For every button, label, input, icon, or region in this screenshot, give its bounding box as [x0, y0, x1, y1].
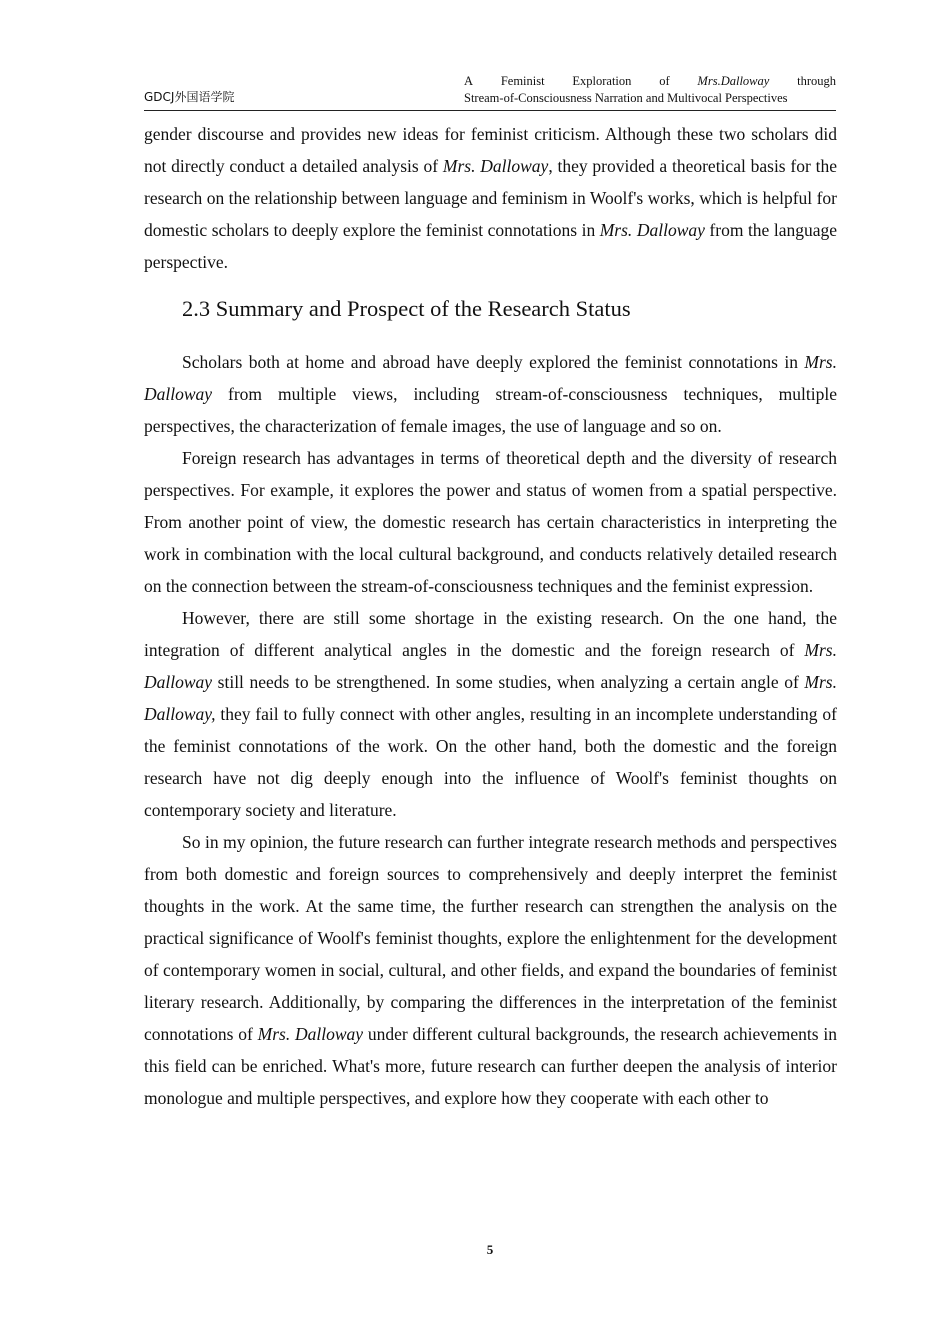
- paragraph: [144, 602, 837, 826]
- text-run: under different cultural backgrounds, the research achievements in this field can be enriched. What's more, future research can further deepen the analysis of interior monologue and multiple perspectives, and explore how they cooperate with each other to: [144, 1024, 838, 1108]
- header-institution: GDCJ外国语学院: [144, 90, 235, 104]
- section-heading: 2.3 Summary and Prospect of the Research Status: [182, 296, 631, 321]
- page-number: 5: [486, 1242, 494, 1257]
- text-run: However, there are still some shortage in the existing research. On the one hand, the integration of different analytical angles in the domestic and the foreign research of: [144, 608, 837, 660]
- header-word: Exploration: [572, 74, 632, 88]
- text-run: from the language perspective.: [144, 220, 838, 272]
- text-run: still needs to be strengthened. In some studies, when analyzing a certain angle of: [212, 672, 805, 692]
- work-title: Mrs. Dalloway: [599, 220, 705, 240]
- header-title-line: [464, 73, 836, 90]
- header-subtitle: Stream-of-Consciousness Narration and Multivocal Perspectives: [464, 91, 788, 105]
- paragraph-continued: [144, 118, 837, 278]
- text-run: they fail to fully connect with other angles, resulting in an incomplete understanding of the feminist connotations of the work. On the other hand, both the domestic and the foreign research have not dig deeply enough into the influence of Woolf's feminist thoughts on contemporary society and literature.: [144, 704, 837, 820]
- text-run: gender discourse and provides new ideas for feminist criticism. Although these two scholars did not directly conduct a detailed analysis of: [144, 124, 837, 176]
- header-word: of: [659, 74, 670, 88]
- paragraph: [144, 346, 837, 442]
- text-run: from multiple views, including stream-of-consciousness techniques, multiple perspectives, the characterization of female images, the use of language and so on.: [144, 384, 837, 436]
- main-text: [144, 118, 837, 1114]
- header-word: through: [797, 74, 836, 88]
- work-title: Mrs. Dalloway,: [144, 672, 837, 724]
- text-run: So in my opinion, the future research can further integrate research methods and perspectives from both domestic and foreign sources to comprehensively and deeply interpret the feminist thoughts in the work. At the same time, the further research can strengthen the analysis on the practical significance of Woolf's feminist thoughts, explore the enlightenment for the development of contemporary women in social, cultural, and other fields, and expand the boundaries of feminist literary research. Additionally, by comparing the differences in the interpretation of the feminist connotations of: [144, 832, 837, 1044]
- header-word: Feminist: [500, 74, 545, 88]
- work-title: Mrs. Dalloway: [257, 1024, 364, 1044]
- work-title: Mrs. Dalloway: [144, 640, 837, 692]
- text-run: Scholars both at home and abroad have deeply explored the feminist connotations in: [182, 352, 805, 372]
- header-work-title: Mrs.Dalloway: [697, 74, 770, 88]
- text-run: , they provided a theoretical basis for the research on the relationship between language and feminism in Woolf's works, which is helpful for domestic scholars to deeply explore the feminist connotations in: [144, 156, 837, 240]
- paragraph: [144, 826, 837, 1114]
- header-word: A: [464, 74, 474, 88]
- work-title: Mrs. Dalloway: [442, 156, 549, 176]
- work-title: Mrs. Dalloway: [144, 352, 837, 404]
- paragraph: Foreign research has advantages in terms of theoretical depth and the diversity of research perspectives. For example, it explores the power and status of women from a spatial perspective. From another point of view, the domestic research has certain characteristics in interpreting the work in combination with the local cultural background, and conducts relatively detailed research on the connection between the stream-of-consciousness techniques and the feminist expression.: [144, 448, 837, 596]
- header-running-title: [464, 73, 836, 107]
- page-header: [144, 74, 836, 111]
